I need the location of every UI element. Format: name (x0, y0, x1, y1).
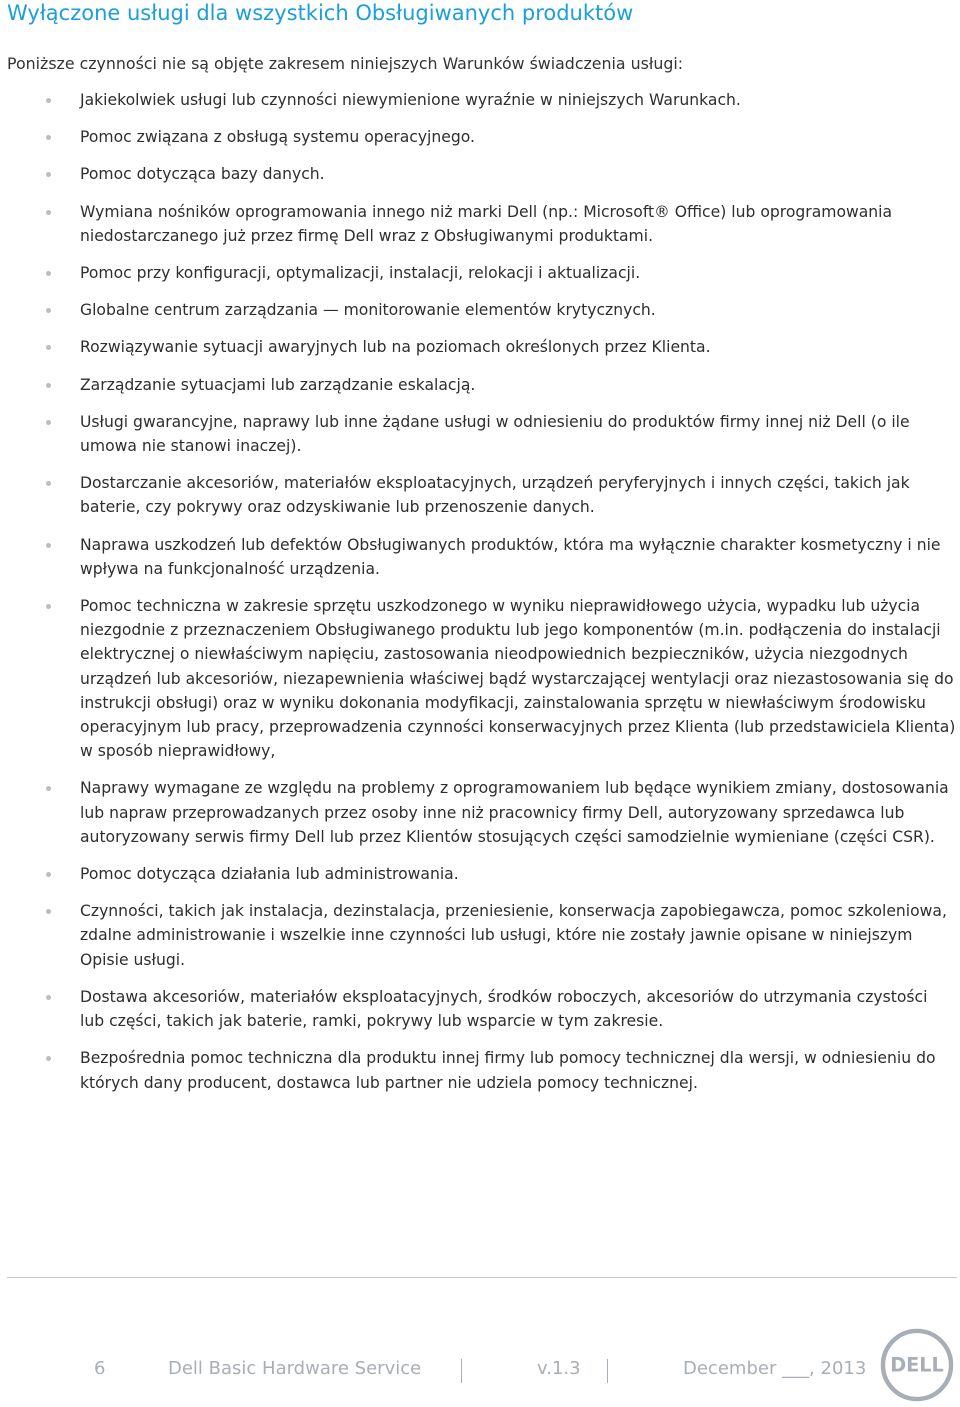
list-item (0, 373, 960, 397)
bullet-icon (46, 995, 51, 1000)
list-item-text: Pomoc dotycząca bazy danych. (80, 165, 325, 184)
list-item (0, 533, 960, 581)
bullet-icon (46, 420, 51, 425)
footer-product-name: Dell Basic Hardware Service (168, 1358, 422, 1379)
list-item (0, 776, 960, 849)
list-item-text: Rozwiązywanie sytuacji awaryjnych lub na poziomach określonych przez Klienta. (80, 338, 711, 357)
list-item (0, 471, 960, 519)
list-item-text: Zarządzanie sytuacjami lub zarządzanie eskalacją. (80, 375, 476, 394)
list-item (0, 200, 960, 248)
bullet-icon (46, 872, 51, 877)
list-item (0, 88, 960, 112)
bullet-icon (46, 308, 51, 313)
bullet-icon (46, 271, 51, 276)
intro-paragraph: Poniższe czynności nie są objęte zakresem niniejszych Warunków świadczenia usługi: (7, 54, 684, 73)
bullet-icon (46, 481, 51, 486)
list-item (0, 125, 960, 149)
bullet-icon (46, 172, 51, 177)
footer-divider (7, 1277, 957, 1278)
list-item-text: Naprawy wymagane ze względu na problemy z oprogramowaniem lub będące wynikiem zmiany, dostosowania lub napraw przeprowadzanych przez osoby inne niż pracownicy firmy Dell, autoryzowany sprzedawca lub autoryzowany serwis firmy Dell lub przez Klientów stosujących części samodzielnie wymieniane (części CSR). (80, 779, 949, 846)
bullet-icon (46, 135, 51, 140)
list-item-text: Pomoc związana z obsługą systemu operacyjnego. (80, 128, 475, 147)
list-item-text: Pomoc techniczna w zakresie sprzętu uszkodzonego w wyniku nieprawidłowego użycia, wypadku lub użycia niezgodnie z przeznaczeniem Obsługiwanego produktu lub jego komponentów (m.in. podłączenia do instalacji elektrycznej o niewłaściwym napięciu, zastosowania nieodpowiednich bezpieczników, użycia niezgodnych urządzeń lub akcesoriów, niezapewnienia właściwej bądź wystarczającej wentylacji oraz niezastosowania się do instrukcji obsługi) oraz w wyniku dokonania modyfikacji, zainstalowania sprzętu w niewłaściwym środowisku operacyjnym lub pracy, przeprowadzenia czynności konserwacyjnych przez Klienta (lub przedstawiciela Klienta) w sposób nieprawidłowy, (80, 597, 956, 761)
bullet-icon (46, 383, 51, 388)
footer-separator (461, 1359, 462, 1383)
logo-text: DELL (890, 1353, 944, 1377)
list-item-text: Usługi gwarancyjne, naprawy lub inne żądane usługi w odniesieniu do produktów firmy innej niż Dell (o ile umowa nie stanowi inaczej). (80, 412, 910, 456)
list-item-text: Jakiekolwiek usługi lub czynności niewymienione wyraźnie w niniejszych Warunkach. (80, 91, 741, 109)
list-item-text: Dostawa akcesoriów, materiałów eksploatacyjnych, środków roboczych, akcesoriów do utrzymania czystości lub części, takich jak baterie, ramki, pokrywy lub wsparcie w tym zakresie. (80, 987, 928, 1031)
list-item (0, 261, 960, 285)
list-item (0, 162, 960, 186)
list-item-text: Pomoc przy konfiguracji, optymalizacji, instalacji, relokacji i aktualizacji. (80, 264, 641, 283)
bullet-icon (46, 210, 51, 215)
page-number: 6 (94, 1358, 106, 1379)
list-item-text: Bezpośrednia pomoc techniczna dla produktu innej firmy lub pomocy technicznej dla wersji, w odniesieniu do których dany producent, dostawca lub partner nie udziela pomocy technicznej. (80, 1049, 936, 1092)
excluded-services-list (0, 88, 960, 1108)
list-item (0, 335, 960, 359)
list-item (0, 298, 960, 322)
list-item (0, 1046, 960, 1094)
list-item (0, 594, 960, 763)
bullet-icon (46, 1056, 51, 1061)
section-heading: Wyłączone usługi dla wszystkich Obsługiwanych produktów (7, 1, 634, 25)
bullet-icon (46, 604, 51, 609)
footer-date: December ___, 2013 (683, 1358, 867, 1379)
bullet-icon (46, 909, 51, 914)
list-item (0, 985, 960, 1033)
list-item-text: Globalne centrum zarządzania — monitorowanie elementów krytycznych. (80, 301, 656, 320)
bullet-icon (46, 98, 51, 103)
list-item-text: Wymiana nośników oprogramowania innego niż marki Dell (np.: Microsoft® Office) lub oprogramowania niedostarczanego już przez firmę Dell wraz z Obsługiwanymi produktami. (80, 202, 893, 245)
list-item-text: Naprawa uszkodzeń lub defektów Obsługiwanych produktów, która ma wyłącznie charakter kosmetyczny i nie wpływa na funkcjonalność urządzenia. (80, 535, 941, 578)
footer-separator (607, 1359, 608, 1383)
list-item (0, 410, 960, 458)
footer-version: v.1.3 (537, 1358, 581, 1379)
list-item-text: Pomoc dotycząca działania lub administrowania. (80, 865, 459, 884)
list-item-text: Czynności, takich jak instalacja, dezinstalacja, przeniesienie, konserwacja zapobiegawcza, pomoc szkoleniowa, zdalne administrowanie i wszelkie inne czynności lub usługi, które nie zostały jawnie opisane w niniejszym Opisie usługi. (80, 902, 947, 969)
bullet-icon (46, 543, 51, 548)
bullet-icon (46, 345, 51, 350)
list-item (0, 899, 960, 972)
bullet-icon (46, 786, 51, 791)
list-item-text: Dostarczanie akcesoriów, materiałów eksploatacyjnych, urządzeń peryferyjnych i innych części, takich jak baterie, czy pokrywy oraz odzyskiwanie lub przenoszenie danych. (80, 474, 910, 517)
list-item (0, 862, 960, 886)
dell-logo-icon (880, 1328, 954, 1402)
